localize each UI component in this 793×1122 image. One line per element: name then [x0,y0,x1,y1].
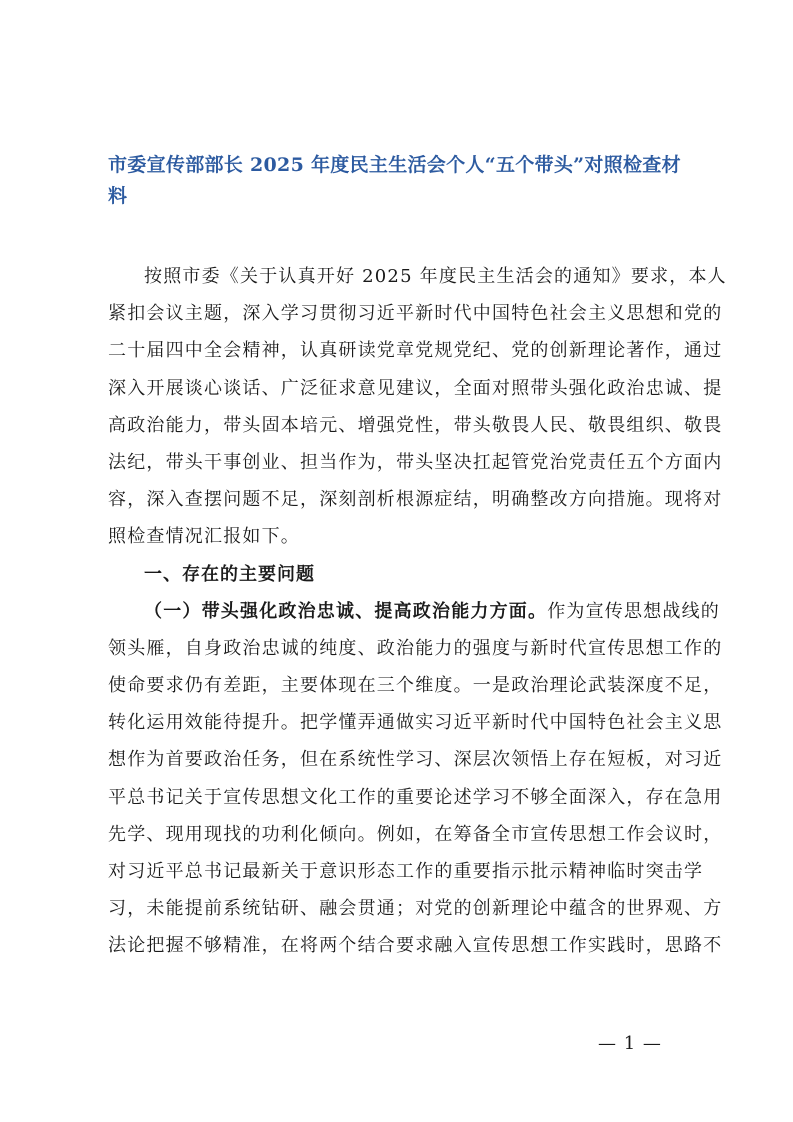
section-heading: 一、存在的主要问题 [144,563,315,585]
paragraph-line: 按照市委《关于认真开好 2025 年度民主生活会的通知》要求，本人 [144,266,727,287]
paragraph-line: 对习近平总书记最新关于意识形态工作的重要指示批示精神临时突击学 [108,861,704,882]
paragraph-line: 平总书记关于宣传思想文化工作的重要论述学习不够全面深入，存在急用 [108,786,723,808]
paragraph-line: 容，深入查摆问题不足，深刻剖析根源症结，明确整改方向措施。现将对 [108,489,723,511]
paragraph-line: 习，未能提前系统钻研、融会贯通；对党的创新理论中蕴含的世界观、方 [108,898,723,920]
paragraph-line: 法纪，带头干事创业、担当作为，带头坚决扛起管党治党责任五个方面内 [108,451,723,473]
paragraph-line: 二十届四中全会精神，认真研读党章党规党纪、党的创新理论著作，通过 [108,340,723,362]
paragraph-line: 照检查情况汇报如下。 [108,526,300,548]
paragraph-line-rest: 作为宣传思想战线的 [547,600,721,622]
document-body [108,258,727,965]
paragraph-line: 法论把握不够精准，在将两个结合要求融入宣传思想工作实践时，思路不 [108,935,723,957]
paragraph-line: 使命要求仍有差距，主要体现在三个维度。一是政治理论武装深度不足， [108,675,723,697]
paragraph-line: 紧扣会议主题，深入学习贯彻习近平新时代中国特色社会主义思想和党的 [108,303,723,325]
sub-heading: （一）带头强化政治忠诚、提高政治能力方面。 [144,600,548,622]
paragraph-line: 先学、现用现找的功利化倾向。例如，在筹备全市宣传思想工作会议时， [108,823,723,845]
paragraph-line: 想作为首要政治任务，但在系统性学习、深层次领悟上存在短板，对习近 [108,749,723,771]
paragraph-line [108,593,721,630]
paragraph-line: 高政治能力，带头固本培元、增强党性，带头敬畏人民、敬畏组织、敬畏 [108,414,723,436]
paragraph-line: 领头雁，自身政治忠诚的纯度、政治能力的强度与新时代宣传思想工作的 [108,637,723,659]
page-number: — 1 — [598,1033,662,1054]
paragraph-line: 转化运用效能待提升。把学懂弄通做实习近平新时代中国特色社会主义思 [108,712,723,734]
document-title: 市委宣传部部长 2025 年度民主生活会个人“五个带头”对照检查材料 [108,154,681,207]
paragraph-line: 深入开展谈心谈话、广泛征求意见建议，全面对照带头强化政治忠诚、提 [108,377,723,399]
